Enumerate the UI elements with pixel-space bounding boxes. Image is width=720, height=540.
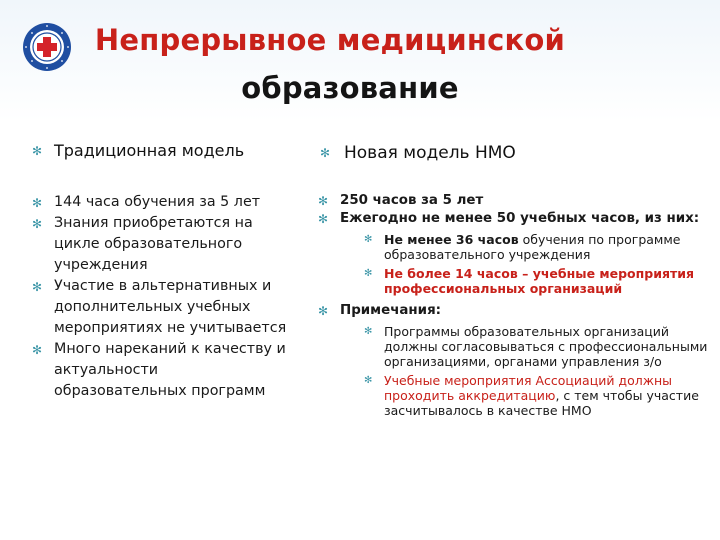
asterisk-icon: ✻: [364, 326, 373, 337]
title-line-2: образование: [241, 71, 459, 105]
left-column-heading: [32, 141, 244, 160]
list-item-text: Участие в альтернативных и дополнительных учебных мероприятиях не учитывается: [54, 278, 287, 336]
asterisk-icon: ✻: [364, 375, 373, 386]
asterisk-icon: ✻: [32, 196, 43, 210]
new-model-list: [318, 192, 714, 424]
list-item-text: Ежегодно не менее 50 учебных часов, из них:: [340, 211, 700, 226]
asterisk-icon: ✻: [320, 146, 331, 160]
list-item-text: Знания приобретаются на цикле образовательного учреждения: [54, 215, 253, 273]
list-item: [318, 192, 714, 210]
sub-list-item: [364, 373, 714, 418]
list-item-text: 250 часов за 5 лет: [340, 193, 484, 208]
asterisk-icon: ✻: [318, 304, 329, 318]
right-column-heading: [320, 143, 516, 163]
sub-item-text: , с тем чтобы участие засчитывалось в качестве НМО: [384, 388, 699, 418]
asterisk-icon: ✻: [364, 234, 373, 245]
page-title: [75, 16, 585, 112]
bold-text: Не менее 36 часов: [384, 232, 519, 247]
sub-item-text: Программы образовательных организаций должны согласовываться с профессиональными организациями, органами управления з/о: [384, 324, 708, 369]
right-heading-text: Новая модель НМО: [344, 143, 516, 163]
asterisk-icon: ✻: [318, 194, 329, 208]
medical-cross-logo: [22, 22, 72, 72]
list-item-text: 144 часа обучения за 5 лет: [54, 194, 261, 210]
traditional-model-list: [32, 192, 292, 402]
sub-item-text: обучения по программе образовательного учреждения: [384, 232, 681, 262]
notes-list: [364, 324, 714, 418]
asterisk-icon: ✻: [318, 212, 329, 226]
sub-list-item: [364, 232, 714, 262]
highlight-text: Не более 14 часов – учебные мероприятия профессиональных организаций: [384, 266, 695, 296]
title-line-1: Непрерывное медицинской: [94, 23, 566, 57]
list-item: [32, 192, 292, 213]
asterisk-icon: ✻: [32, 343, 43, 357]
asterisk-icon: ✻: [32, 144, 43, 158]
list-item: [32, 339, 292, 402]
notes-item: [318, 302, 714, 418]
sub-list-item: [364, 324, 714, 369]
list-item: [32, 213, 292, 276]
list-item: [32, 276, 292, 339]
asterisk-icon: ✻: [32, 280, 43, 294]
asterisk-icon: ✻: [364, 268, 373, 279]
sub-list-item: [364, 266, 714, 296]
hours-breakdown-list: [364, 232, 714, 296]
left-heading-text: Традиционная модель: [54, 141, 245, 160]
notes-label: Примечания:: [340, 303, 442, 318]
list-item-text: Много нареканий к качеству и актуальности образовательных программ: [54, 341, 286, 399]
asterisk-icon: ✻: [32, 217, 43, 231]
list-item: [318, 210, 714, 296]
highlight-text: Учебные мероприятия Ассоциаций должны проходить аккредитацию: [384, 373, 673, 403]
